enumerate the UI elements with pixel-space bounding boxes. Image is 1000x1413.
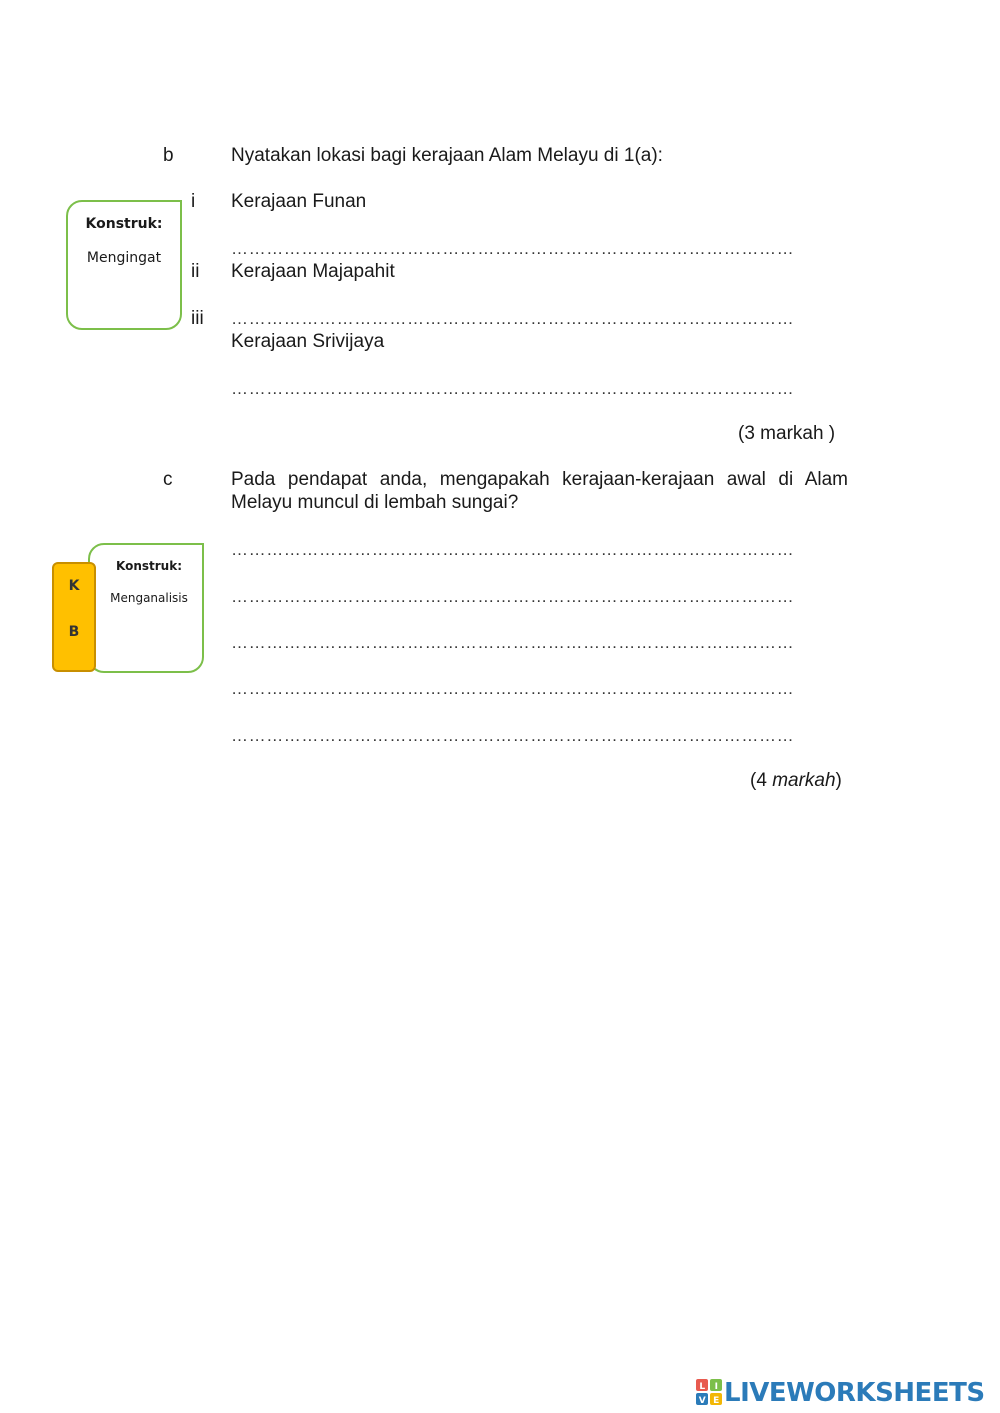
svg-text:E: E (713, 1396, 719, 1405)
item-i-number: i (191, 191, 196, 212)
kb-letter-b: B (68, 624, 80, 640)
answer-line-c-3[interactable]: …………………………………………………………………………………… (231, 633, 795, 652)
answer-line-c-4[interactable]: …………………………………………………………………………………… (231, 679, 795, 698)
kb-badge (52, 562, 96, 672)
part-b-letter: b (163, 145, 174, 166)
construct-value: Menganalisis (110, 591, 188, 605)
part-c-letter: c (163, 469, 173, 490)
construct-label: Konstruk: (116, 559, 182, 573)
liveworksheets-wordmark: LIVEWORKSHEETS (724, 1378, 985, 1408)
liveworksheets-logo[interactable] (696, 1378, 985, 1408)
construct-value: Mengingat (86, 250, 162, 266)
answer-line-c-1[interactable]: …………………………………………………………………………………… (231, 540, 795, 559)
answer-line-i[interactable]: …………………………………………………………………………………… (231, 239, 795, 258)
part-b-question: Nyatakan lokasi bagi kerajaan Alam Melayu di 1(a): (231, 145, 663, 166)
item-iii-number: iii (191, 308, 204, 329)
item-i-label: Kerajaan Funan (231, 191, 367, 212)
liveworksheets-grid-icon (696, 1379, 722, 1405)
part-c-question-line-1: Pada pendapat anda, mengapakah kerajaan-kerajaan awal di Alam (231, 469, 848, 490)
marks-close: ) (835, 770, 842, 791)
answer-line-c-5[interactable]: …………………………………………………………………………………… (231, 726, 795, 745)
svg-text:V: V (698, 1396, 706, 1405)
svg-text:I: I (714, 1382, 718, 1392)
marks-open: (4 (750, 770, 773, 791)
part-b-marks: (3 markah ) (738, 423, 836, 444)
marks-word: markah (772, 770, 836, 791)
part-c-question-line-2: Melayu muncul di lembah sungai? (231, 492, 519, 513)
part-c-marks (750, 769, 842, 793)
construct-label: Konstruk: (85, 216, 163, 232)
kb-letter-k: K (68, 578, 80, 594)
answer-line-iii[interactable]: …………………………………………………………………………………… (231, 379, 795, 398)
construct-box-menganalisis (88, 543, 204, 673)
item-ii-number: ii (191, 261, 200, 282)
answer-line-ii[interactable]: …………………………………………………………………………………… (231, 309, 795, 328)
item-iii-label: Kerajaan Srivijaya (231, 331, 385, 352)
answer-line-c-2[interactable]: …………………………………………………………………………………… (231, 587, 795, 606)
item-ii-label: Kerajaan Majapahit (231, 261, 395, 282)
svg-text:L: L (699, 1382, 705, 1392)
construct-box-mengingat (66, 200, 182, 330)
